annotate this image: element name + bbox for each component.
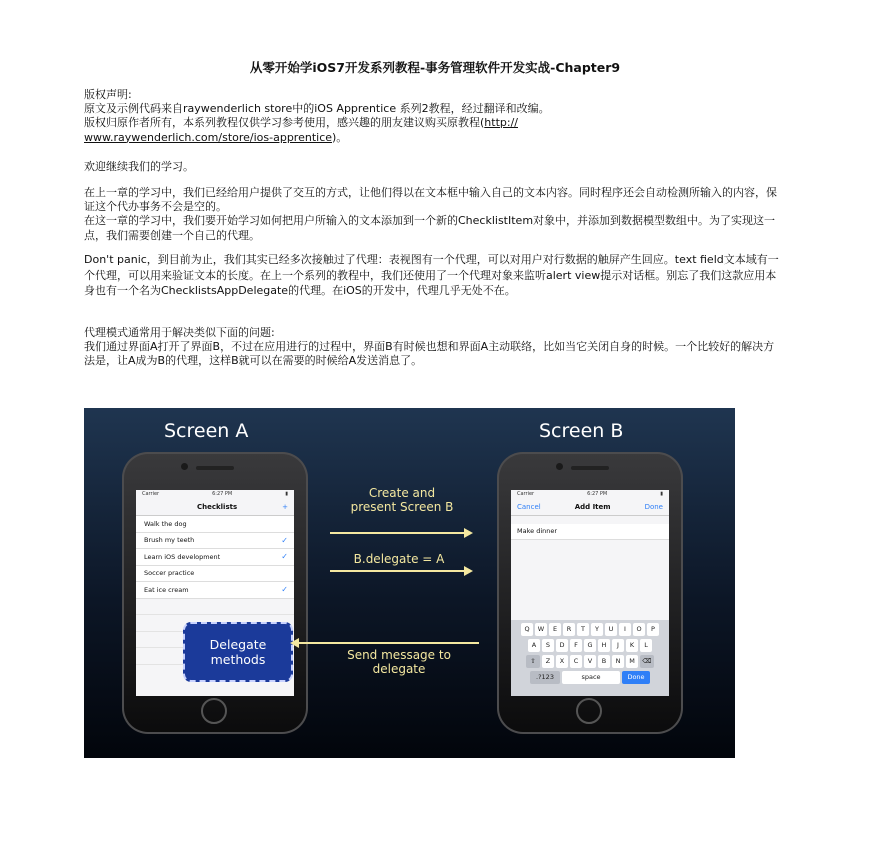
keyboard-row-4 (511, 671, 669, 684)
document-title: 从零开始学iOS7开发系列教程-事务管理软件开发实战-Chapter9 (249, 60, 621, 75)
speaker-icon (196, 466, 234, 470)
numbers-key: .?123 (530, 671, 560, 684)
checklist-row (136, 549, 294, 566)
shift-key-icon: ⇧ (526, 655, 540, 668)
keyboard-key: J (612, 639, 624, 652)
arrow-3-head-icon (290, 638, 299, 648)
paragraph-3 (84, 326, 784, 369)
camera-icon (556, 463, 563, 470)
keyboard-key: V (584, 655, 596, 668)
keyboard-key: Q (521, 623, 533, 636)
keyboard-key: R (563, 623, 575, 636)
paragraph-3-body: 我们通过界面A打开了界面B，不过在应用进行的过程中，界面B有时候也想和界面A主动联络，比如当它关闭自身的时候。一个比较好的解决方法是，让A成为B的代理，这样B就可以在需要的时候给A发送消息了。 (84, 340, 775, 368)
battery-icon: ▮ (660, 491, 663, 497)
checklist-item-text: Brush my teeth (144, 536, 195, 545)
nav-title: Add Item (574, 503, 611, 511)
keyboard-key: P (647, 623, 659, 636)
checklist-item-text: Eat ice cream (144, 585, 189, 594)
source-link-2[interactable]: www.raywenderlich.com/store/ios-apprentice (84, 130, 333, 144)
screen-a-label: Screen A (164, 420, 249, 442)
source-link-1[interactable]: http:// (484, 116, 518, 130)
paragraph-3-heading: 代理模式通常用于解决类似下面的问题: (84, 326, 275, 339)
keyboard-key: M (626, 655, 638, 668)
checklist-row (136, 566, 294, 583)
keyboard-key: U (605, 623, 617, 636)
add-icon: + (282, 503, 288, 511)
screen-b-label: Screen B (539, 420, 624, 442)
checklist-row (136, 533, 294, 550)
copyright-text-end: )。 (332, 130, 348, 144)
carrier-label: Carrier (517, 491, 535, 497)
paragraph-1 (84, 186, 784, 243)
checklist-row (136, 516, 294, 533)
delegate-methods-box (183, 622, 293, 682)
item-text-field: Make dinner (511, 524, 669, 540)
checkmark-icon: ✓ (281, 552, 288, 562)
screen-b-display (511, 490, 669, 696)
time-label: 6:27 PM (587, 491, 608, 497)
keyboard-row-3 (511, 655, 669, 668)
keyboard-key: S (542, 639, 554, 652)
arrow-1-label: Create and present Screen B (350, 486, 454, 514)
camera-icon (181, 463, 188, 470)
keyboard-key: A (528, 639, 540, 652)
battery-icon: ▮ (285, 491, 288, 497)
space-key: space (562, 671, 620, 684)
checkmark-icon: ✓ (281, 585, 288, 595)
keyboard-key: E (549, 623, 561, 636)
checklist-item-text: Learn iOS development (144, 552, 221, 561)
paragraph-2: Don't panic，到目前为止，我们其实已经多次接触过了代理：表视图有一个代理，可以对用户对行数据的触屏产生回应。text field文本域有一个代理，可以用来验证文本的长度。在上一个系列的教程中，我们还使用了一个代理对象来监听alert view提示对话框。别忘了我们这款应用本身也有一个名为ChecklistsAppDelegate的代理。在iOS的开发中，代理几乎无处不在。 (84, 253, 779, 297)
keyboard-key: Y (591, 623, 603, 636)
phone-screen-a (122, 452, 308, 734)
copyright-text: 版权归原作者所有，本系列教程仅供学习参考使用，感兴趣的朋友建议购买原教程( (84, 116, 485, 130)
keyboard-key: W (535, 623, 547, 636)
checklist-row (136, 582, 294, 599)
checklist-item-text: Walk the dog (144, 519, 187, 528)
done-key: Done (622, 671, 650, 684)
keyboard-key: O (633, 623, 645, 636)
keyboard-key: K (626, 639, 638, 652)
copyright-line-2 (84, 116, 784, 144)
navigation-bar (136, 499, 294, 516)
keyboard-key: I (619, 623, 631, 636)
delegate-methods-label: Delegate methods (209, 637, 267, 667)
home-button-icon (576, 698, 602, 724)
arrow-2 (330, 570, 464, 572)
time-label: 6:27 PM (212, 491, 233, 497)
copyright-section (84, 88, 784, 145)
keyboard-row-2 (511, 639, 669, 652)
keyboard-key: N (612, 655, 624, 668)
arrow-3 (299, 642, 479, 644)
keyboard-key: T (577, 623, 589, 636)
welcome-text: 欢迎继续我们的学习。 (84, 160, 194, 173)
keyboard-key: D (556, 639, 568, 652)
keyboard-row-1 (511, 623, 669, 636)
delegate-diagram-image (84, 408, 735, 758)
arrow-2-label: B.delegate = A (353, 552, 445, 566)
status-bar (136, 490, 294, 499)
keyboard-key: F (570, 639, 582, 652)
cancel-label: Cancel (517, 503, 541, 511)
arrow-1 (330, 532, 464, 534)
nav-title: Checklists (196, 503, 238, 511)
speaker-icon (571, 466, 609, 470)
keyboard (511, 620, 669, 696)
keyboard-key: B (598, 655, 610, 668)
checklist-item-text: Soccer practice (144, 569, 195, 578)
checklist-table (136, 516, 294, 599)
copyright-line-1: 原文及示例代码来自raywenderlich store中的iOS Apprentice 系列2教程，经过翻译和改编。 (84, 102, 550, 116)
navigation-bar (511, 499, 669, 516)
arrow-2-head-icon (464, 566, 473, 576)
keyboard-key: L (640, 639, 652, 652)
keyboard-key: G (584, 639, 596, 652)
checkmark-icon: ✓ (281, 535, 288, 545)
arrow-1-head-icon (464, 528, 473, 538)
keyboard-key: C (570, 655, 582, 668)
arrow-3-label: Send message to delegate (347, 648, 451, 676)
paragraph-1a: 在上一章的学习中，我们已经给用户提供了交互的方式，让他们得以在文本框中输入自己的文本内容。同时程序还会自动检测所输入的内容，保证这个代办事务不会是空的。 (84, 186, 777, 214)
keyboard-key: Z (542, 655, 554, 668)
paragraph-1b: 在这一章的学习中，我们要开始学习如何把用户所输入的文本添加到一个新的ChecklistItem对象中，并添加到数据模型数组中。为了实现这一点，我们需要创建一个自己的代理。 (84, 214, 776, 242)
home-button-icon (201, 698, 227, 724)
backspace-key-icon: ⌫ (640, 655, 654, 668)
copyright-heading: 版权声明: (84, 88, 132, 101)
phone-screen-b (497, 452, 683, 734)
keyboard-key: X (556, 655, 568, 668)
keyboard-key: H (598, 639, 610, 652)
carrier-label: Carrier (142, 491, 160, 497)
done-label: Done (644, 503, 663, 511)
status-bar (511, 490, 669, 499)
empty-row (136, 599, 294, 616)
